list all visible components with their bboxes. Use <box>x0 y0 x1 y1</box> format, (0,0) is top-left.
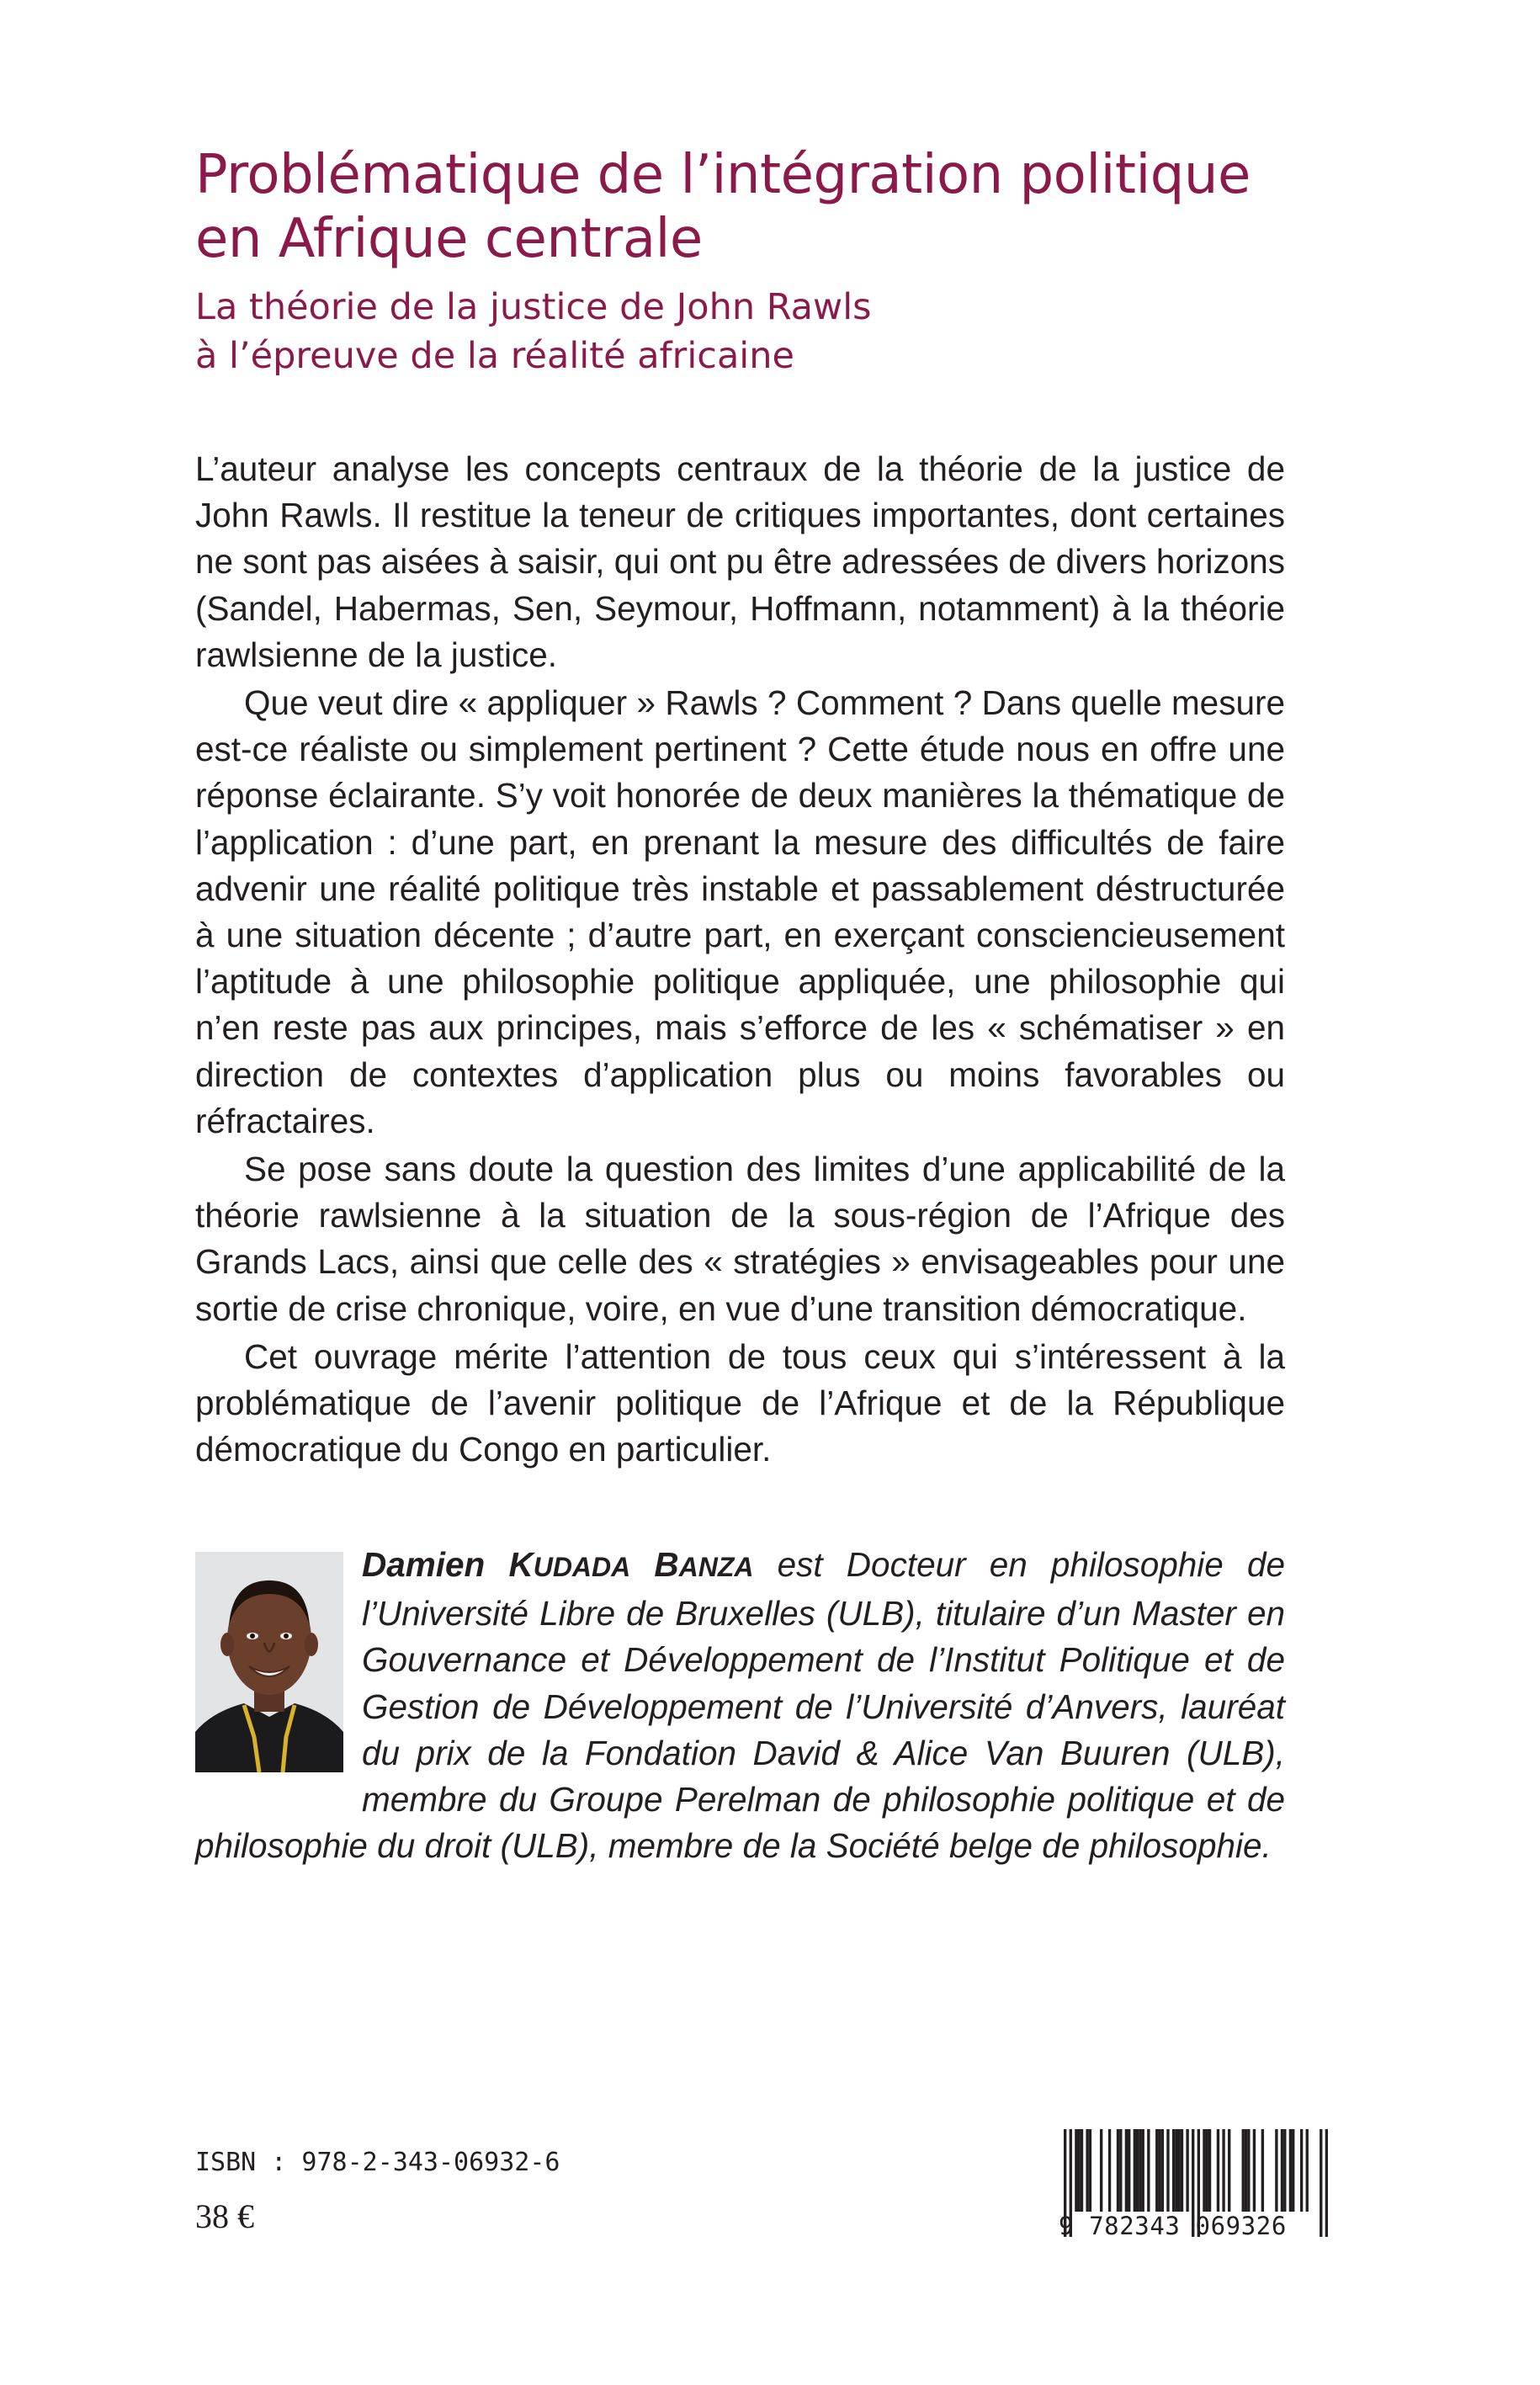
barcode-bar <box>1245 2129 1247 2212</box>
barcode-bar <box>1117 2129 1119 2212</box>
barcode-bar <box>1222 2129 1224 2212</box>
barcode-bar <box>1300 2129 1303 2212</box>
title-line-2: en Afrique centrale <box>195 208 703 270</box>
barcode-bar <box>1203 2129 1205 2212</box>
barcode-bar <box>1081 2129 1083 2212</box>
barcode-bar <box>1086 2129 1088 2212</box>
barcode-bar <box>1261 2129 1264 2212</box>
barcode-bar <box>1108 2129 1111 2212</box>
barcode-bar <box>1139 2129 1141 2212</box>
barcode-bar <box>1292 2129 1294 2212</box>
barcode-bar <box>1283 2129 1286 2212</box>
book-subtitle <box>195 283 1205 380</box>
author-first-name: Damien <box>362 1545 486 1584</box>
barcode-bar <box>1147 2129 1150 2212</box>
barcode-bar <box>1142 2129 1144 2212</box>
author-photo <box>195 1552 343 1772</box>
barcode-bar <box>1078 2129 1081 2212</box>
author-portrait-image <box>195 1552 343 1772</box>
barcode-bar <box>1206 2129 1208 2212</box>
barcode-bar <box>1134 2129 1136 2212</box>
author-surname-2 <box>654 1545 753 1584</box>
barcode-bar <box>1128 2129 1130 2212</box>
barcode-bar <box>1075 2129 1077 2212</box>
author-surname-1 <box>508 1545 630 1584</box>
author-bio <box>195 1542 1285 1869</box>
barcode-bar <box>1089 2129 1091 2212</box>
subtitle-line-1: La théorie de la justice de John Rawls <box>195 286 872 328</box>
barcode-bar <box>1228 2129 1230 2212</box>
barcode-bar <box>1175 2129 1177 2212</box>
author-name <box>362 1545 754 1584</box>
barcode-bar <box>1208 2129 1211 2212</box>
barcode-bar <box>1242 2129 1245 2212</box>
book-title <box>195 143 1373 271</box>
barcode-bar <box>1161 2129 1164 2212</box>
barcode-bar <box>1158 2129 1160 2212</box>
barcode-bar <box>1281 2129 1283 2212</box>
title-line-1: Problématique de l’intégration politique <box>195 144 1251 206</box>
summary-paragraph: Que veut dire « appliquer » Rawls ? Comment ? Dans quelle mesure est-ce réaliste ou simplement pertinent ? Cette étude nous en offre une réponse éclairante. S’y voit honorée de deux manières la thématique de l’application : d’une part, en prenant la mesure des difficultés de faire advenir une réalité politique très instable et passablement déstructurée à une situation décente ; d’autre part, en exerçant consciencieusement l’aptitude à une philosophie politique appliquée, une philosophie qui n’en reste pas aux principes, mais s’efforce de les « schématiser » en direction de contextes d’application plus ou moins favorables ou réfractaires. <box>195 683 1285 1140</box>
barcode-bar <box>1166 2129 1169 2212</box>
price: 38 € <box>195 2197 254 2235</box>
subtitle-line-2: à l’épreuve de la réalité africaine <box>195 335 794 377</box>
author-bio-text: est Docteur en philosophie de l’Université Libre de Bruxelles (ULB), titulaire d’un Master en Gouvernance et Développement de l’Institut Politique et de Gestion de Développement de l’Université d’Anvers, lauréat du prix de la Fondation David & Alice Van Buuren (ULB), membre du Groupe Perelman de philosophie politique et de philosophie du droit (ULB), membre de la Société belge de philosophie. <box>195 1545 1285 1866</box>
barcode-bar <box>1186 2129 1188 2212</box>
summary-paragraph: L’auteur analyse les concepts centraux de la théorie de la justice de John Rawls. Il restitue la teneur de critiques importantes, dont certaines ne sont pas aisées à saisir, qui ont pu être adressées de divers horizons (Sandel, Habermas, Sen, Seymour, Hoffmann, notamment) à la théorie rawlsienne de la justice. <box>195 449 1285 674</box>
barcode-bar <box>1100 2129 1102 2212</box>
barcode-bar <box>1119 2129 1122 2212</box>
author-surname-1-text: KUDADA <box>508 1545 631 1584</box>
barcode-bar <box>1275 2129 1277 2212</box>
barcode-digits: 9 782343 069326 <box>1059 2212 1287 2240</box>
barcode-bar <box>1247 2129 1250 2212</box>
barcode-bar <box>1289 2129 1292 2212</box>
barcode-bar <box>1125 2129 1128 2212</box>
barcode-bar <box>1172 2129 1175 2212</box>
barcode-bar <box>1136 2129 1139 2212</box>
barcode-bar <box>1181 2129 1183 2212</box>
barcode-bar <box>1155 2129 1158 2212</box>
summary-text <box>195 446 1285 1474</box>
barcode-bar <box>1178 2129 1181 2212</box>
barcode-bar <box>1217 2129 1219 2212</box>
summary-paragraph: Cet ouvrage mérite l’attention de tous ceux qui s’intéressent à la problématique de l’avenir politique de l’Afrique et de la République démocratique du Congo en particulier. <box>195 1336 1285 1469</box>
isbn: ISBN : 978-2-343-06932-6 <box>195 2148 560 2177</box>
author-surname-2-text: BANZA <box>654 1545 754 1584</box>
barcode-bar <box>1253 2129 1256 2212</box>
summary-paragraph: Se pose sans doute la question des limites d’une applicabilité de la théorie rawlsienne à la situation de la sous-région de l’Afrique des Grands Lacs, ainsi que celle des « stratégies » envisageables pour une sortie de crise chronique, voire, en vue d’une transition démocratique. <box>195 1150 1285 1328</box>
barcode-bar <box>1306 2129 1309 2212</box>
